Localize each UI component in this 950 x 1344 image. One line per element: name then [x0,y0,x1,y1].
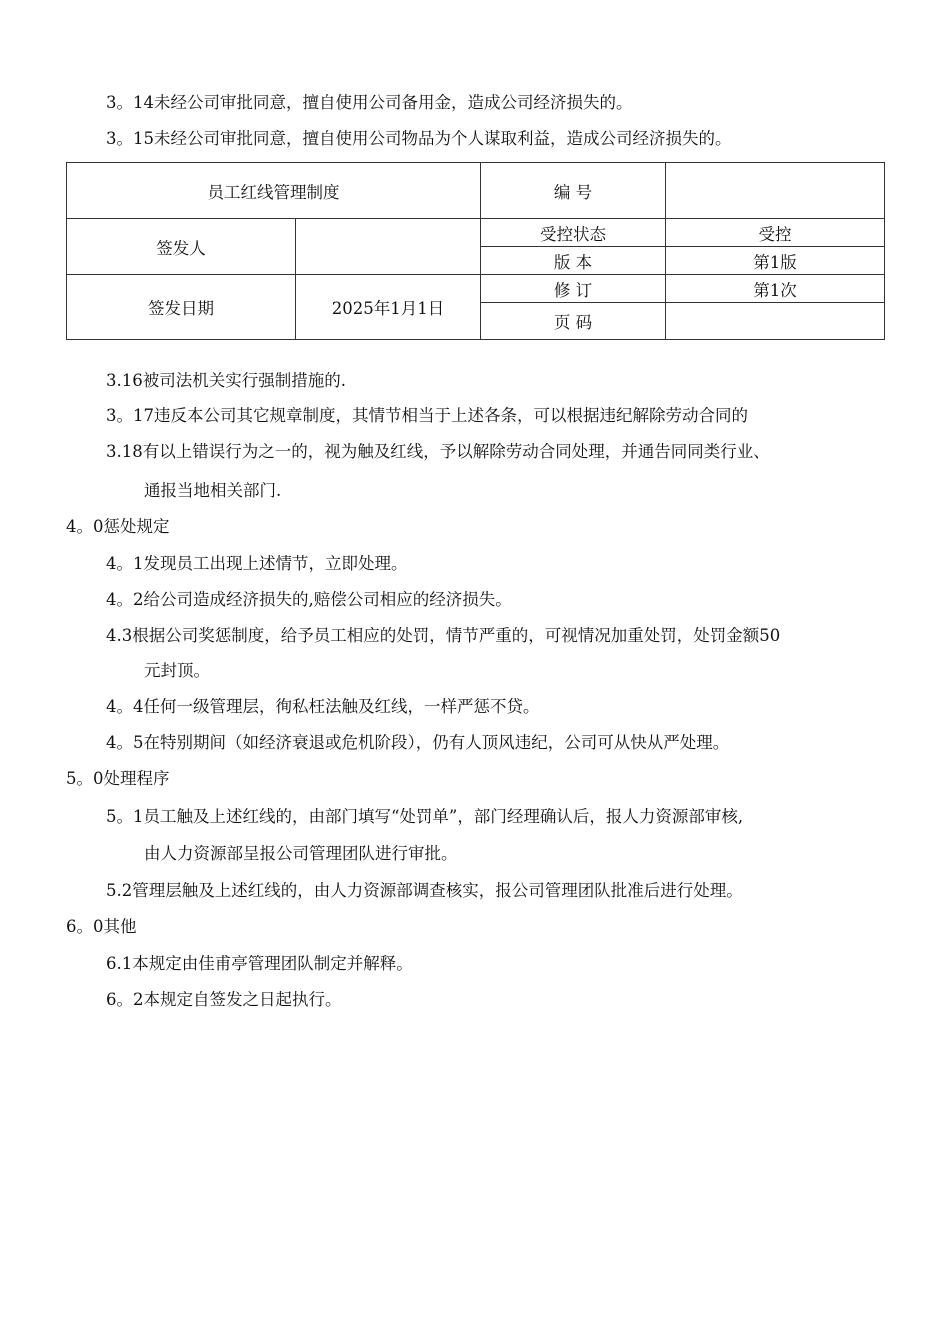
clause-6-1: 6.1本规定由佳甫亭管理团队制定并解释。 [106,954,413,973]
revision-label: 修 订 [481,275,666,303]
number-label: 编 号 [481,163,666,219]
clause-6-2: 6。2本规定自签发之日起执行。 [106,990,342,1009]
document-control-table [66,162,885,340]
clause-5-1-cont: 由人力资源部呈报公司管理团队进行审批。 [144,844,458,863]
clause-3-15: 3。15未经公司审批同意，擅自使用公司物品为个人谋取利益，造成公司经济损失的。 [106,129,732,148]
clause-4-3-cont: 元封顶。 [144,661,210,680]
section-4-heading: 4。0惩处规定 [66,517,170,536]
control-status-label: 受控状态 [481,219,666,247]
clause-4-1: 4。1发现员工出现上述情节，立即处理。 [106,554,408,573]
clause-5-1: 5。1员工触及上述红线的，由部门填写“处罚单”，部门经理确认后，报人力资源部审核, [106,807,744,826]
issue-date-label: 签发日期 [67,275,296,340]
doc-title-cell: 员工红线管理制度 [67,163,481,219]
clause-3-16: 3.16被司法机关实行强制措施的. [106,371,346,390]
clause-5-2: 5.2管理层触及上述红线的，由人力资源部调查核实，报公司管理团队批准后进行处理。 [106,881,743,900]
version-value: 第1版 [666,247,885,275]
issuer-label: 签发人 [67,219,296,275]
section-6-heading: 6。0其他 [66,917,137,936]
clause-3-14: 3。14未经公司审批同意，擅自使用公司备用金，造成公司经济损失的。 [106,93,633,112]
clause-3-18: 3.18有以上错误行为之一的，视为触及红线，予以解除劳动合同处理，并通告同同类行业、 [106,442,770,461]
section-5-heading: 5。0处理程序 [66,769,170,788]
number-value [666,163,885,219]
page-label: 页 码 [481,303,666,340]
clause-3-18-cont: 通报当地相关部门. [144,481,282,500]
version-label: 版 本 [481,247,666,275]
issue-date-value: 2025年1月1日 [296,275,481,340]
control-status-value: 受控 [666,219,885,247]
clause-4-4: 4。4任何一级管理层，徇私枉法触及红线，一样严惩不贷。 [106,697,540,716]
issuer-value [296,219,481,275]
clause-4-5: 4。5在特别期间（如经济衰退或危机阶段），仍有人顶风违纪，公司可从快从严处理。 [106,733,730,752]
revision-value: 第1次 [666,275,885,303]
clause-4-3: 4.3根据公司奖惩制度，给予员工相应的处罚，情节严重的，可视情况加重处罚，处罚金额50 [106,626,781,645]
page-value [666,303,885,340]
clause-3-17: 3。17违反本公司其它规章制度，其情节相当于上述各条，可以根据违纪解除劳动合同的 [106,406,748,425]
clause-4-2: 4。2给公司造成经济损失的,赔偿公司相应的经济损失。 [106,590,512,609]
